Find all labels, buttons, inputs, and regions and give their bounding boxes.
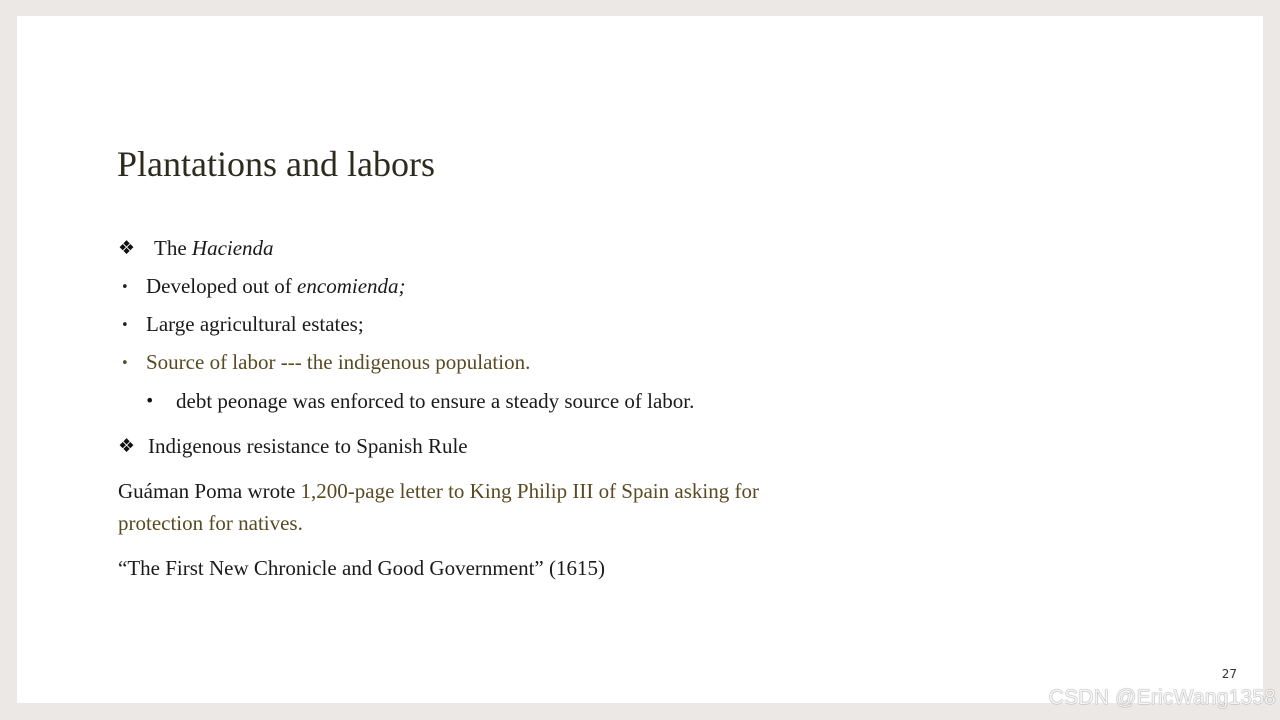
paragraph-1-line-2: protection for natives. <box>118 511 303 535</box>
hacienda-heading-prefix: The <box>154 236 192 260</box>
hacienda-point-1-emphasis: encomienda; <box>297 274 406 298</box>
resistance-heading: Indigenous resistance to Spanish Rule <box>148 434 468 458</box>
diamond-bullet-icon: ❖ <box>118 237 136 259</box>
diamond-bullet-icon: ❖ <box>118 435 136 457</box>
dot-bullet-icon: • <box>145 391 155 410</box>
page-number: 27 <box>1221 667 1237 681</box>
watermark: CSDN @EricWang1358 <box>1048 686 1276 709</box>
paragraph-2: “The First New Chronicle and Good Government” (1615) <box>118 556 605 580</box>
hacienda-heading <box>154 238 274 259</box>
dot-bullet-icon: • <box>121 318 129 333</box>
slide-title: Plantations and labors <box>117 144 435 184</box>
sub-point: debt peonage was enforced to ensure a steady source of labor. <box>176 389 695 413</box>
dot-bullet-icon: • <box>121 280 129 295</box>
hacienda-heading-emphasis: Hacienda <box>191 236 274 260</box>
hacienda-point-1 <box>146 276 406 297</box>
dot-bullet-icon: • <box>121 356 129 371</box>
hacienda-point-2: Large agricultural estates; <box>146 312 364 336</box>
hacienda-point-1-prefix: Developed out of <box>146 274 298 298</box>
hacienda-point-3: Source of labor --- the indigenous population. <box>146 350 531 374</box>
paragraph-1-line-1-start: Guáman Poma wrote <box>118 479 301 503</box>
slide <box>17 16 1263 703</box>
paragraph-1-line-1-rest: 1,200-page letter to King Philip III of Spain asking for <box>300 479 759 503</box>
paragraph-1-line-1 <box>118 481 759 502</box>
